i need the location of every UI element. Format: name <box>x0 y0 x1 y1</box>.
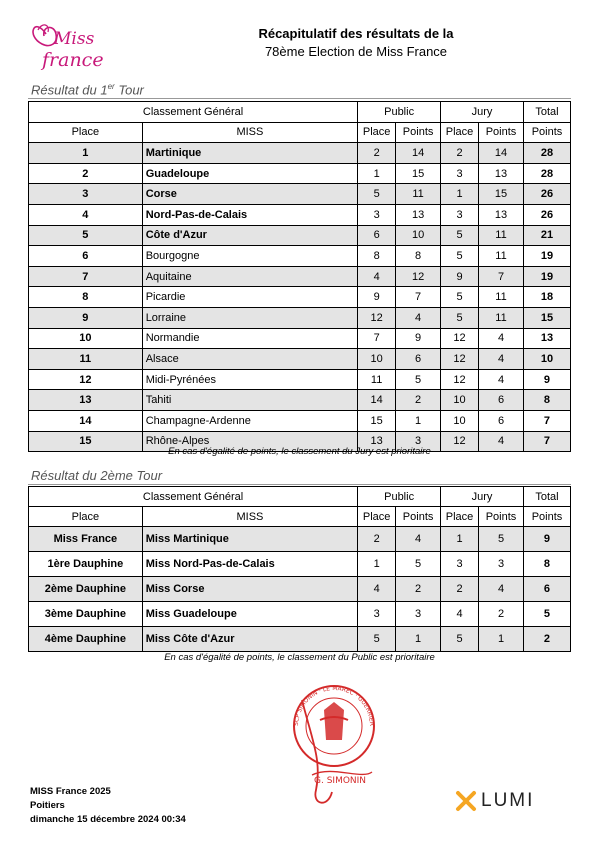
table-row <box>29 349 571 370</box>
public-place-cell: 14 <box>358 390 396 411</box>
jury-place-cell: 1 <box>441 184 479 205</box>
public-place-cell: 1 <box>358 163 396 184</box>
place-cell: 1ère Dauphine <box>29 552 143 577</box>
public-place-cell: 3 <box>358 204 396 225</box>
place-cell: 9 <box>29 307 143 328</box>
jury-place-cell: 10 <box>441 390 479 411</box>
place-cell: 11 <box>29 349 143 370</box>
footer <box>30 785 186 827</box>
place-cell: 2ème Dauphine <box>29 577 143 602</box>
total-points-cell: 13 <box>523 328 570 349</box>
header-public-place: Place <box>358 122 396 143</box>
jury-place-cell: 5 <box>441 225 479 246</box>
table-row <box>29 602 571 627</box>
jury-place-cell: 1 <box>441 527 479 552</box>
jury-points-cell: 1 <box>479 627 524 652</box>
header-public: Public <box>358 487 441 507</box>
public-points-cell: 15 <box>396 163 441 184</box>
header-classement: Classement Général <box>29 102 358 123</box>
header-miss: MISS <box>142 122 357 143</box>
table-row <box>29 143 571 164</box>
total-points-cell: 15 <box>523 307 570 328</box>
place-cell: 5 <box>29 225 143 246</box>
svg-text:Miss: Miss <box>54 29 95 49</box>
public-points-cell: 8 <box>396 246 441 267</box>
jury-points-cell: 15 <box>479 184 524 205</box>
table-row <box>29 369 571 390</box>
jury-place-cell: 10 <box>441 410 479 431</box>
place-cell: 4ème Dauphine <box>29 627 143 652</box>
public-place-cell: 4 <box>358 577 396 602</box>
public-points-cell: 12 <box>396 266 441 287</box>
header-public: Public <box>358 102 441 123</box>
public-points-cell: 3 <box>396 602 441 627</box>
lumi-wordmark: LUMI <box>481 790 535 811</box>
public-place-cell: 8 <box>358 246 396 267</box>
jury-points-cell: 4 <box>479 328 524 349</box>
miss-cell: Miss Corse <box>142 577 357 602</box>
place-cell: 10 <box>29 328 143 349</box>
jury-points-cell: 2 <box>479 602 524 627</box>
place-cell: 15 <box>29 431 143 452</box>
jury-points-cell: 6 <box>479 390 524 411</box>
public-place-cell: 7 <box>358 328 396 349</box>
public-place-cell: 12 <box>358 307 396 328</box>
place-cell: 4 <box>29 204 143 225</box>
total-points-cell: 28 <box>523 143 570 164</box>
header-total-points: Points <box>523 507 570 527</box>
miss-france-logo <box>28 14 114 74</box>
header-miss: MISS <box>142 507 357 527</box>
total-points-cell: 2 <box>523 627 570 652</box>
jury-points-cell: 11 <box>479 225 524 246</box>
public-points-cell: 2 <box>396 577 441 602</box>
total-points-cell: 19 <box>523 246 570 267</box>
place-cell: 6 <box>29 246 143 267</box>
total-points-cell: 18 <box>523 287 570 308</box>
table-row <box>29 627 571 652</box>
round1-rule <box>28 98 571 99</box>
miss-cell: Martinique <box>142 143 357 164</box>
miss-cell: Côte d'Azur <box>142 225 357 246</box>
bailiff-stamp <box>272 680 396 815</box>
total-points-cell: 28 <box>523 163 570 184</box>
jury-points-cell: 11 <box>479 307 524 328</box>
miss-cell: Aquitaine <box>142 266 357 287</box>
header-place: Place <box>29 122 143 143</box>
place-cell: 13 <box>29 390 143 411</box>
miss-cell: Miss Côte d'Azur <box>142 627 357 652</box>
header-public-place: Place <box>358 507 396 527</box>
header-total-points: Points <box>523 122 570 143</box>
table-row <box>29 246 571 267</box>
public-place-cell: 2 <box>358 143 396 164</box>
lumi-x-icon <box>455 790 477 812</box>
place-cell: Miss France <box>29 527 143 552</box>
public-place-cell: 4 <box>358 266 396 287</box>
lumi-logo <box>455 790 534 812</box>
round1-title: Résultat du 1er Tour <box>31 82 144 98</box>
table-row <box>29 552 571 577</box>
round2-note: En cas d'égalité de points, le classement du Public est prioritaire <box>164 652 435 663</box>
public-place-cell: 3 <box>358 602 396 627</box>
header-total: Total <box>523 102 570 123</box>
round2-rule <box>28 484 571 485</box>
jury-place-cell: 12 <box>441 431 479 452</box>
jury-place-cell: 5 <box>441 287 479 308</box>
public-points-cell: 1 <box>396 410 441 431</box>
title-line-1: Récapitulatif des résultats de la <box>258 26 454 41</box>
table-row <box>29 410 571 431</box>
round1-note: En cas d'égalité de points, le classement du Jury est prioritaire <box>168 446 431 457</box>
header-jury-place: Place <box>441 122 479 143</box>
header-jury-place: Place <box>441 507 479 527</box>
total-points-cell: 19 <box>523 266 570 287</box>
jury-place-cell: 9 <box>441 266 479 287</box>
place-cell: 3 <box>29 184 143 205</box>
total-points-cell: 26 <box>523 204 570 225</box>
public-place-cell: 15 <box>358 410 396 431</box>
jury-place-cell: 12 <box>441 369 479 390</box>
header-jury-points: Points <box>479 122 524 143</box>
table-row <box>29 204 571 225</box>
place-cell: 7 <box>29 266 143 287</box>
miss-cell: Rhône-Alpes <box>142 431 357 452</box>
place-cell: 3ème Dauphine <box>29 602 143 627</box>
header-jury: Jury <box>441 102 524 123</box>
jury-place-cell: 3 <box>441 552 479 577</box>
public-points-cell: 4 <box>396 527 441 552</box>
jury-points-cell: 13 <box>479 204 524 225</box>
table-row <box>29 287 571 308</box>
table-row <box>29 527 571 552</box>
header-classement: Classement Général <box>29 487 358 507</box>
footer-line-1: MISS France 2025 <box>30 786 111 797</box>
total-points-cell: 5 <box>523 602 570 627</box>
miss-cell: Nord-Pas-de-Calais <box>142 204 357 225</box>
jury-points-cell: 11 <box>479 287 524 308</box>
place-cell: 8 <box>29 287 143 308</box>
jury-points-cell: 3 <box>479 552 524 577</box>
round1-table <box>28 101 571 452</box>
jury-points-cell: 4 <box>479 349 524 370</box>
title-line-2: 78ème Election de Miss France <box>264 44 448 59</box>
header-jury: Jury <box>441 487 524 507</box>
table-row <box>29 163 571 184</box>
jury-points-cell: 5 <box>479 527 524 552</box>
public-points-cell: 2 <box>396 390 441 411</box>
round2-table <box>28 486 571 652</box>
total-points-cell: 21 <box>523 225 570 246</box>
jury-place-cell: 2 <box>441 577 479 602</box>
total-points-cell: 9 <box>523 369 570 390</box>
total-points-cell: 8 <box>523 390 570 411</box>
header-jury-points: Points <box>479 507 524 527</box>
miss-cell: Corse <box>142 184 357 205</box>
miss-cell: Miss Nord-Pas-de-Calais <box>142 552 357 577</box>
total-points-cell: 9 <box>523 527 570 552</box>
public-points-cell: 7 <box>396 287 441 308</box>
miss-cell: Miss Martinique <box>142 527 357 552</box>
jury-points-cell: 4 <box>479 577 524 602</box>
public-points-cell: 9 <box>396 328 441 349</box>
miss-cell: Lorraine <box>142 307 357 328</box>
public-points-cell: 13 <box>396 204 441 225</box>
miss-cell: Picardie <box>142 287 357 308</box>
total-points-cell: 7 <box>523 431 570 452</box>
public-place-cell: 2 <box>358 527 396 552</box>
document-title <box>160 26 552 59</box>
jury-place-cell: 5 <box>441 307 479 328</box>
jury-place-cell: 2 <box>441 143 479 164</box>
miss-cell: Normandie <box>142 328 357 349</box>
total-points-cell: 26 <box>523 184 570 205</box>
miss-cell: Bourgogne <box>142 246 357 267</box>
table-row <box>29 266 571 287</box>
public-place-cell: 5 <box>358 184 396 205</box>
public-place-cell: 1 <box>358 552 396 577</box>
jury-points-cell: 13 <box>479 163 524 184</box>
jury-place-cell: 3 <box>441 204 479 225</box>
public-place-cell: 5 <box>358 627 396 652</box>
public-points-cell: 14 <box>396 143 441 164</box>
table-row <box>29 577 571 602</box>
public-points-cell: 3 <box>396 431 441 452</box>
place-cell: 14 <box>29 410 143 431</box>
table-row <box>29 390 571 411</box>
jury-points-cell: 4 <box>479 369 524 390</box>
place-cell: 12 <box>29 369 143 390</box>
jury-points-cell: 7 <box>479 266 524 287</box>
jury-place-cell: 5 <box>441 246 479 267</box>
miss-cell: Alsace <box>142 349 357 370</box>
miss-cell: Champagne-Ardenne <box>142 410 357 431</box>
miss-cell: Miss Guadeloupe <box>142 602 357 627</box>
svg-text:SCP SIMONIN · LE MAREC · GUERR: SCP SIMONIN · LE MAREC · GUERRIER <box>292 684 376 727</box>
jury-place-cell: 4 <box>441 602 479 627</box>
table-row <box>29 225 571 246</box>
jury-points-cell: 6 <box>479 410 524 431</box>
header-public-points: Points <box>396 507 441 527</box>
total-points-cell: 10 <box>523 349 570 370</box>
public-points-cell: 10 <box>396 225 441 246</box>
jury-place-cell: 12 <box>441 349 479 370</box>
public-points-cell: 1 <box>396 627 441 652</box>
public-points-cell: 5 <box>396 552 441 577</box>
jury-place-cell: 3 <box>441 163 479 184</box>
jury-place-cell: 5 <box>441 627 479 652</box>
table-row <box>29 184 571 205</box>
round2-title: Résultat du 2ème Tour <box>31 468 163 483</box>
public-points-cell: 4 <box>396 307 441 328</box>
public-place-cell: 11 <box>358 369 396 390</box>
public-points-cell: 5 <box>396 369 441 390</box>
header-place: Place <box>29 507 143 527</box>
jury-place-cell: 12 <box>441 328 479 349</box>
total-points-cell: 7 <box>523 410 570 431</box>
footer-line-3: dimanche 15 décembre 2024 00:34 <box>30 814 186 825</box>
place-cell: 1 <box>29 143 143 164</box>
public-place-cell: 13 <box>358 431 396 452</box>
header-public-points: Points <box>396 122 441 143</box>
public-place-cell: 10 <box>358 349 396 370</box>
miss-cell: Midi-Pyrénées <box>142 369 357 390</box>
miss-cell: Guadeloupe <box>142 163 357 184</box>
svg-text:france: france <box>42 49 104 71</box>
total-points-cell: 6 <box>523 577 570 602</box>
place-cell: 2 <box>29 163 143 184</box>
jury-points-cell: 4 <box>479 431 524 452</box>
table-row <box>29 307 571 328</box>
public-place-cell: 9 <box>358 287 396 308</box>
public-points-cell: 11 <box>396 184 441 205</box>
table-row <box>29 328 571 349</box>
public-points-cell: 6 <box>396 349 441 370</box>
jury-points-cell: 14 <box>479 143 524 164</box>
header-total: Total <box>523 487 570 507</box>
footer-line-2: Poitiers <box>30 800 65 811</box>
miss-cell: Tahiti <box>142 390 357 411</box>
total-points-cell: 8 <box>523 552 570 577</box>
public-place-cell: 6 <box>358 225 396 246</box>
jury-points-cell: 11 <box>479 246 524 267</box>
signature-name: G. SIMONIN <box>314 776 367 786</box>
